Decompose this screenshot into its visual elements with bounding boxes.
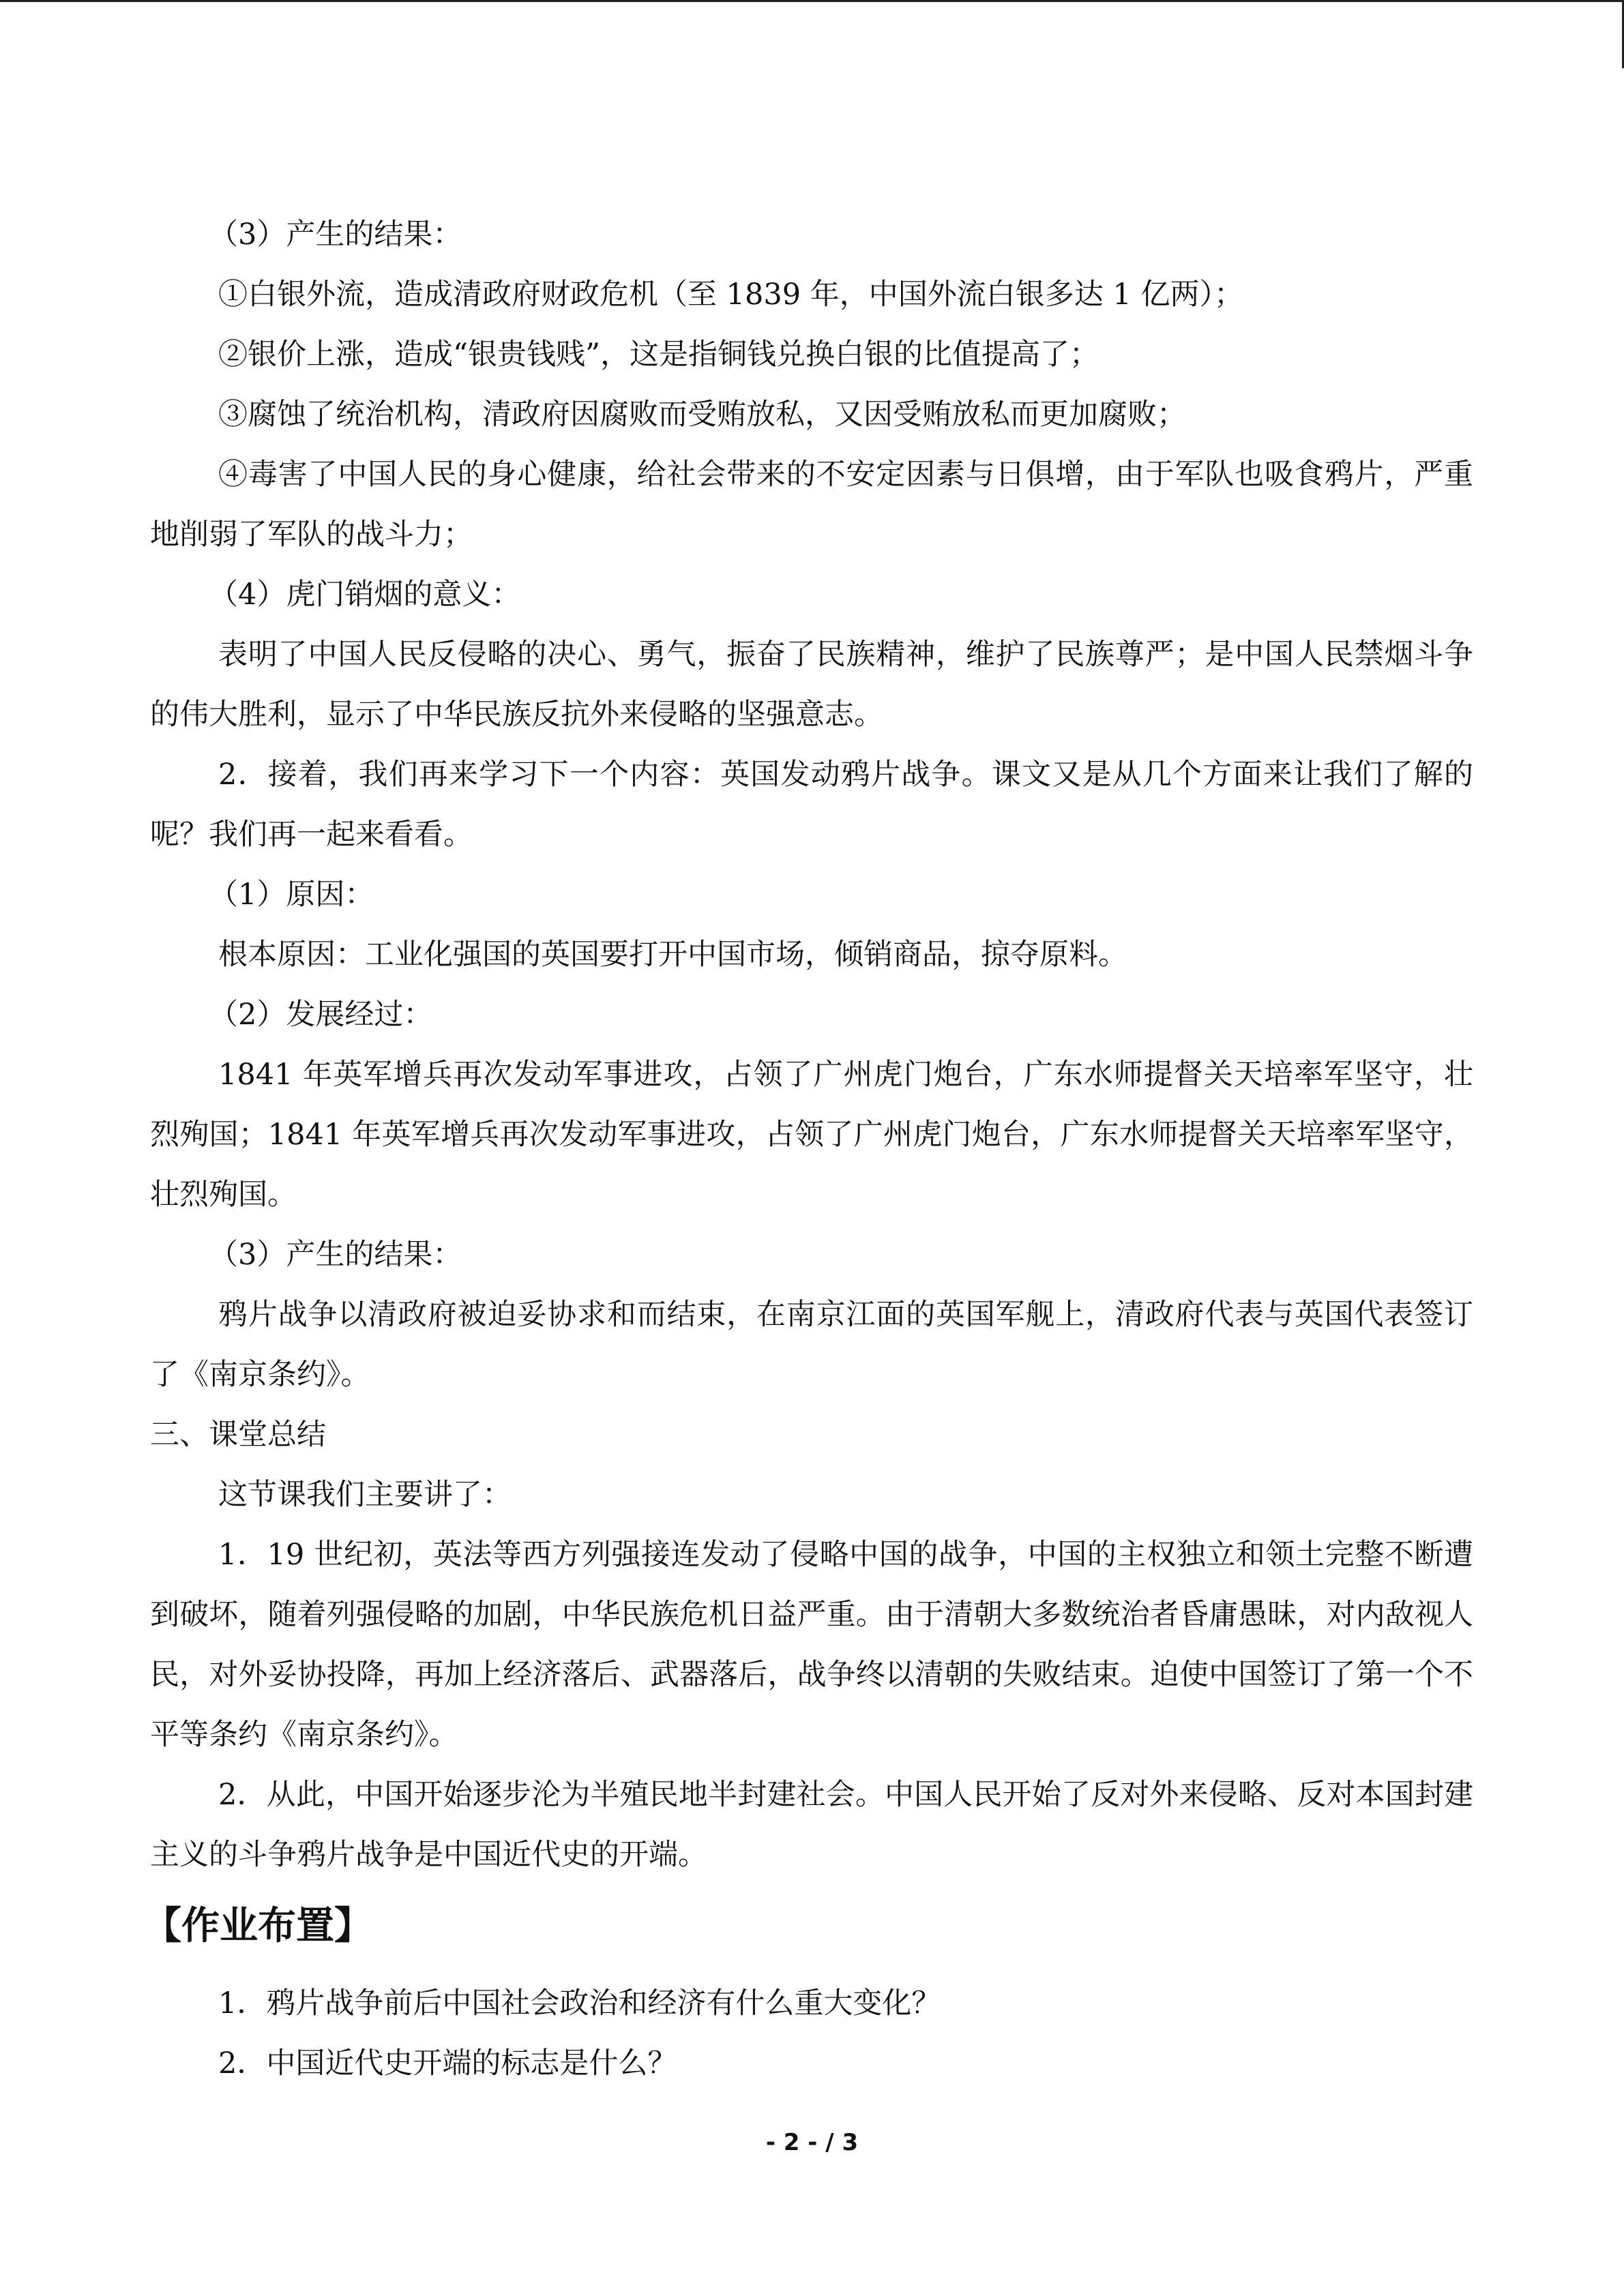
- paragraph-result-3: ③腐蚀了统治机构，清政府因腐败而受贿放私，又因受贿放私而更加腐败；: [218, 398, 1186, 432]
- paragraph-summary-2: 2．从此，中国开始逐步沦为半殖民地半封建社会。中国人民开始了反对外来侵略、反对本国封建主义的斗争鸦片战争是中国近代史的开端。: [150, 1778, 1473, 1872]
- paragraph-next-topic: 2．接着，我们再来学习下一个内容：英国发动鸦片战争。课文又是从几个方面来让我们了解的呢？我们再一起来看看。: [150, 758, 1473, 852]
- page-number: - 2 - / 3: [765, 2129, 859, 2156]
- page-border-top: [0, 0, 1624, 2]
- paragraph-significance-heading: （4）虎门销烟的意义：: [209, 578, 521, 612]
- section-heading-summary: 三、课堂总结: [150, 1418, 326, 1452]
- homework-item: 2．中国近代史开端的标志是什么？: [218, 2046, 677, 2081]
- document-body: [143, 205, 1473, 2093]
- paragraph-result-heading-1: （3）产生的结果：: [209, 218, 462, 252]
- paragraph-cause: 根本原因：工业化强国的英国要打开中国市场，倾销商品，掠夺原料。: [218, 938, 1127, 972]
- homework-item: 1．鸦片战争前后中国社会政治和经济有什么重大变化？: [218, 1986, 941, 2021]
- paragraph-result-2: ②银价上涨，造成“银贵钱贱”，这是指铜钱兑换白银的比值提高了；: [218, 338, 1099, 372]
- paragraph-significance: 表明了中国人民反侵略的决心、勇气，振奋了民族精神，维护了民族尊严；是中国人民禁烟斗争的伟大胜利，显示了中华民族反抗外来侵略的坚强意志。: [150, 638, 1473, 732]
- homework-heading: 【作业布置】: [143, 1904, 372, 1948]
- paragraph-cause-heading: （1）原因：: [209, 878, 374, 912]
- paragraph-treaty: 鸦片战争以清政府被迫妥协求和而结束，在南京江面的英国军舰上，清政府代表与英国代表签订了《南京条约》。: [150, 1298, 1473, 1392]
- paragraph-summary-1: 1．19 世纪初，英法等西方列强接连发动了侵略中国的战争，中国的主权独立和领土完整不断遭到破坏，随着列强侵略的加剧，中华民族危机日益严重。由于清朝大多数统治者昏庸愚昧，对内敌视人民，对外妥协投降，再加上经济落后、武器落后，战争终以清朝的失败结束。迫使中国签订了第一个不平等条约《南京条约》。: [150, 1538, 1473, 1752]
- paragraph-result-1: ①白银外流，造成清政府财政危机（至 1839 年，中国外流白银多达 1 亿两）；: [218, 278, 1243, 312]
- paragraph-process: 1841 年英军增兵再次发动军事进攻，占领了广州虎门炮台，广东水师提督关天培率军坚守，壮烈殉国；1841 年英军增兵再次发动军事进攻，占领了广州虎门炮台，广东水师提督关天培率军坚守，壮烈殉国。: [150, 1058, 1473, 1212]
- paragraph-summary-intro: 这节课我们主要讲了：: [218, 1478, 512, 1512]
- paragraph-process-heading: （2）发展经过：: [209, 998, 433, 1032]
- paragraph-result-heading-2: （3）产生的结果：: [209, 1238, 462, 1272]
- paragraph-result-4: ④毒害了中国人民的身心健康，给社会带来的不安定因素与日俱增，由于军队也吸食鸦片，严重地削弱了军队的战斗力；: [150, 458, 1473, 552]
